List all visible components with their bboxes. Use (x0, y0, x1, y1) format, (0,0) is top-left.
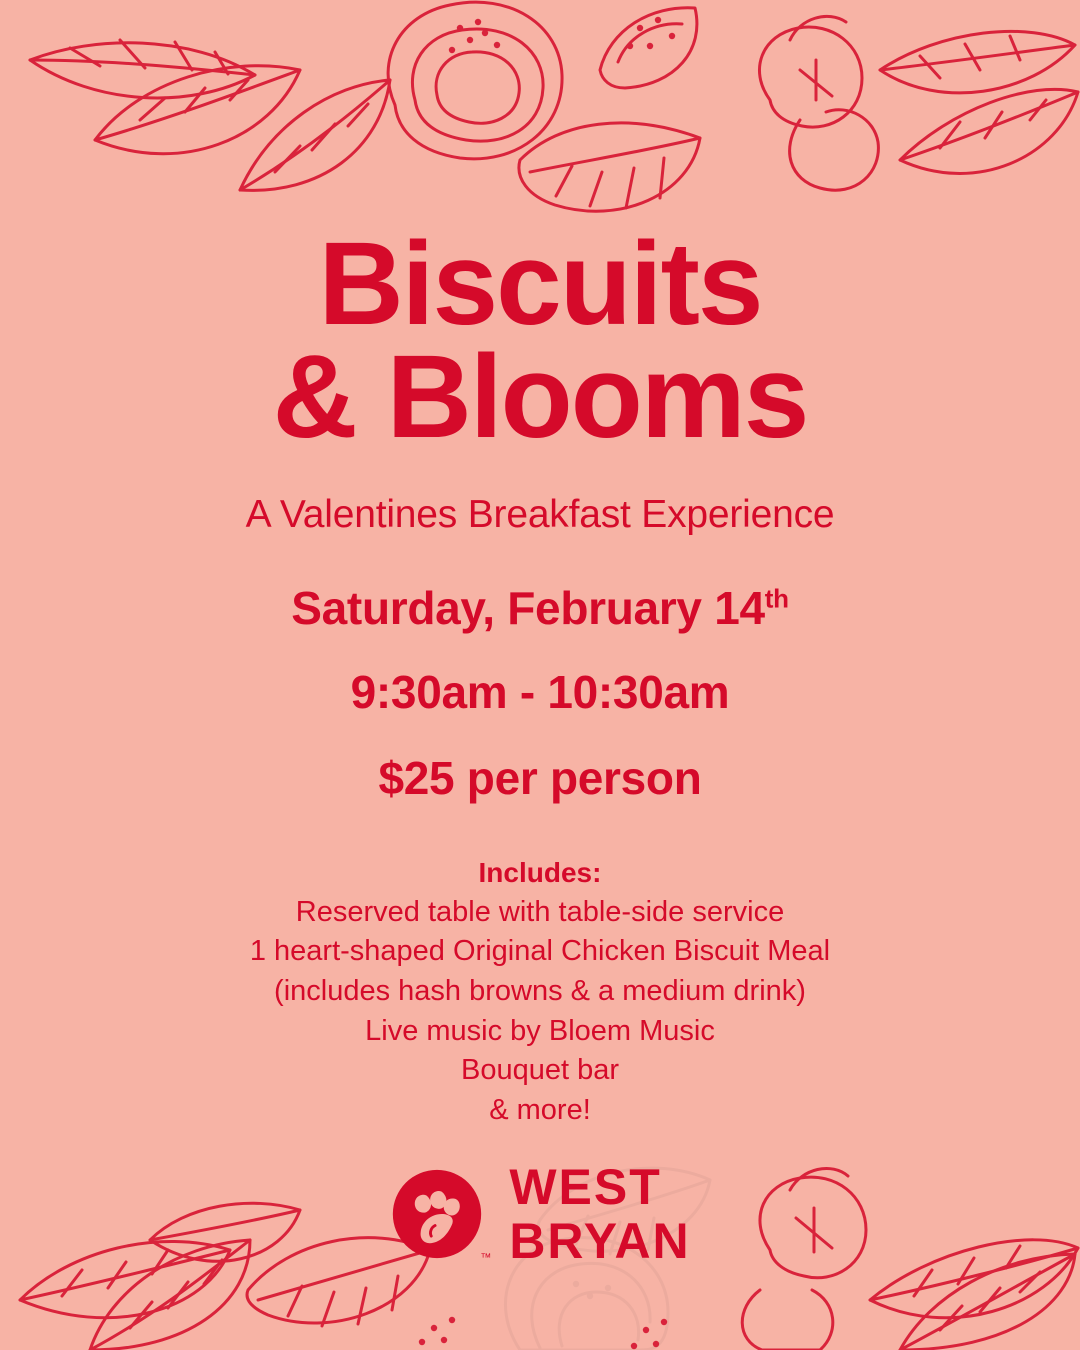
list-item: Live music by Bloem Music (365, 1014, 715, 1047)
includes-list (0, 893, 1080, 1131)
event-date (0, 581, 1080, 635)
title-line-2: & Blooms (272, 331, 808, 464)
date-ordinal-suffix: th (764, 583, 789, 614)
brand-line-1: WEST (509, 1159, 662, 1215)
brand-line-2: BRYAN (509, 1213, 691, 1269)
page-title (0, 218, 1080, 464)
title-line-1: Biscuits (318, 218, 762, 350)
event-time: 9:30am - 10:30am (350, 665, 730, 718)
list-item: Reserved table with table-side service (295, 895, 785, 928)
trademark-symbol: ™ (480, 1252, 492, 1264)
event-price: $25 per person (378, 751, 702, 804)
poster-subtitle: A Valentines Breakfast Experience (245, 492, 835, 536)
list-item: Bouquet bar (460, 1054, 619, 1087)
list-item: (includes hash browns & a medium drink) (274, 974, 806, 1007)
includes-label: Includes: (478, 856, 602, 888)
list-item: & more! (489, 1094, 591, 1127)
event-date-text: Saturday, February 14 (291, 581, 765, 634)
chick-fil-a-logo-icon (389, 1166, 492, 1264)
brand-logo (0, 1160, 1080, 1268)
brand-location-name (509, 1160, 690, 1268)
list-item: 1 heart-shaped Original Chicken Biscuit Meal (249, 935, 831, 968)
